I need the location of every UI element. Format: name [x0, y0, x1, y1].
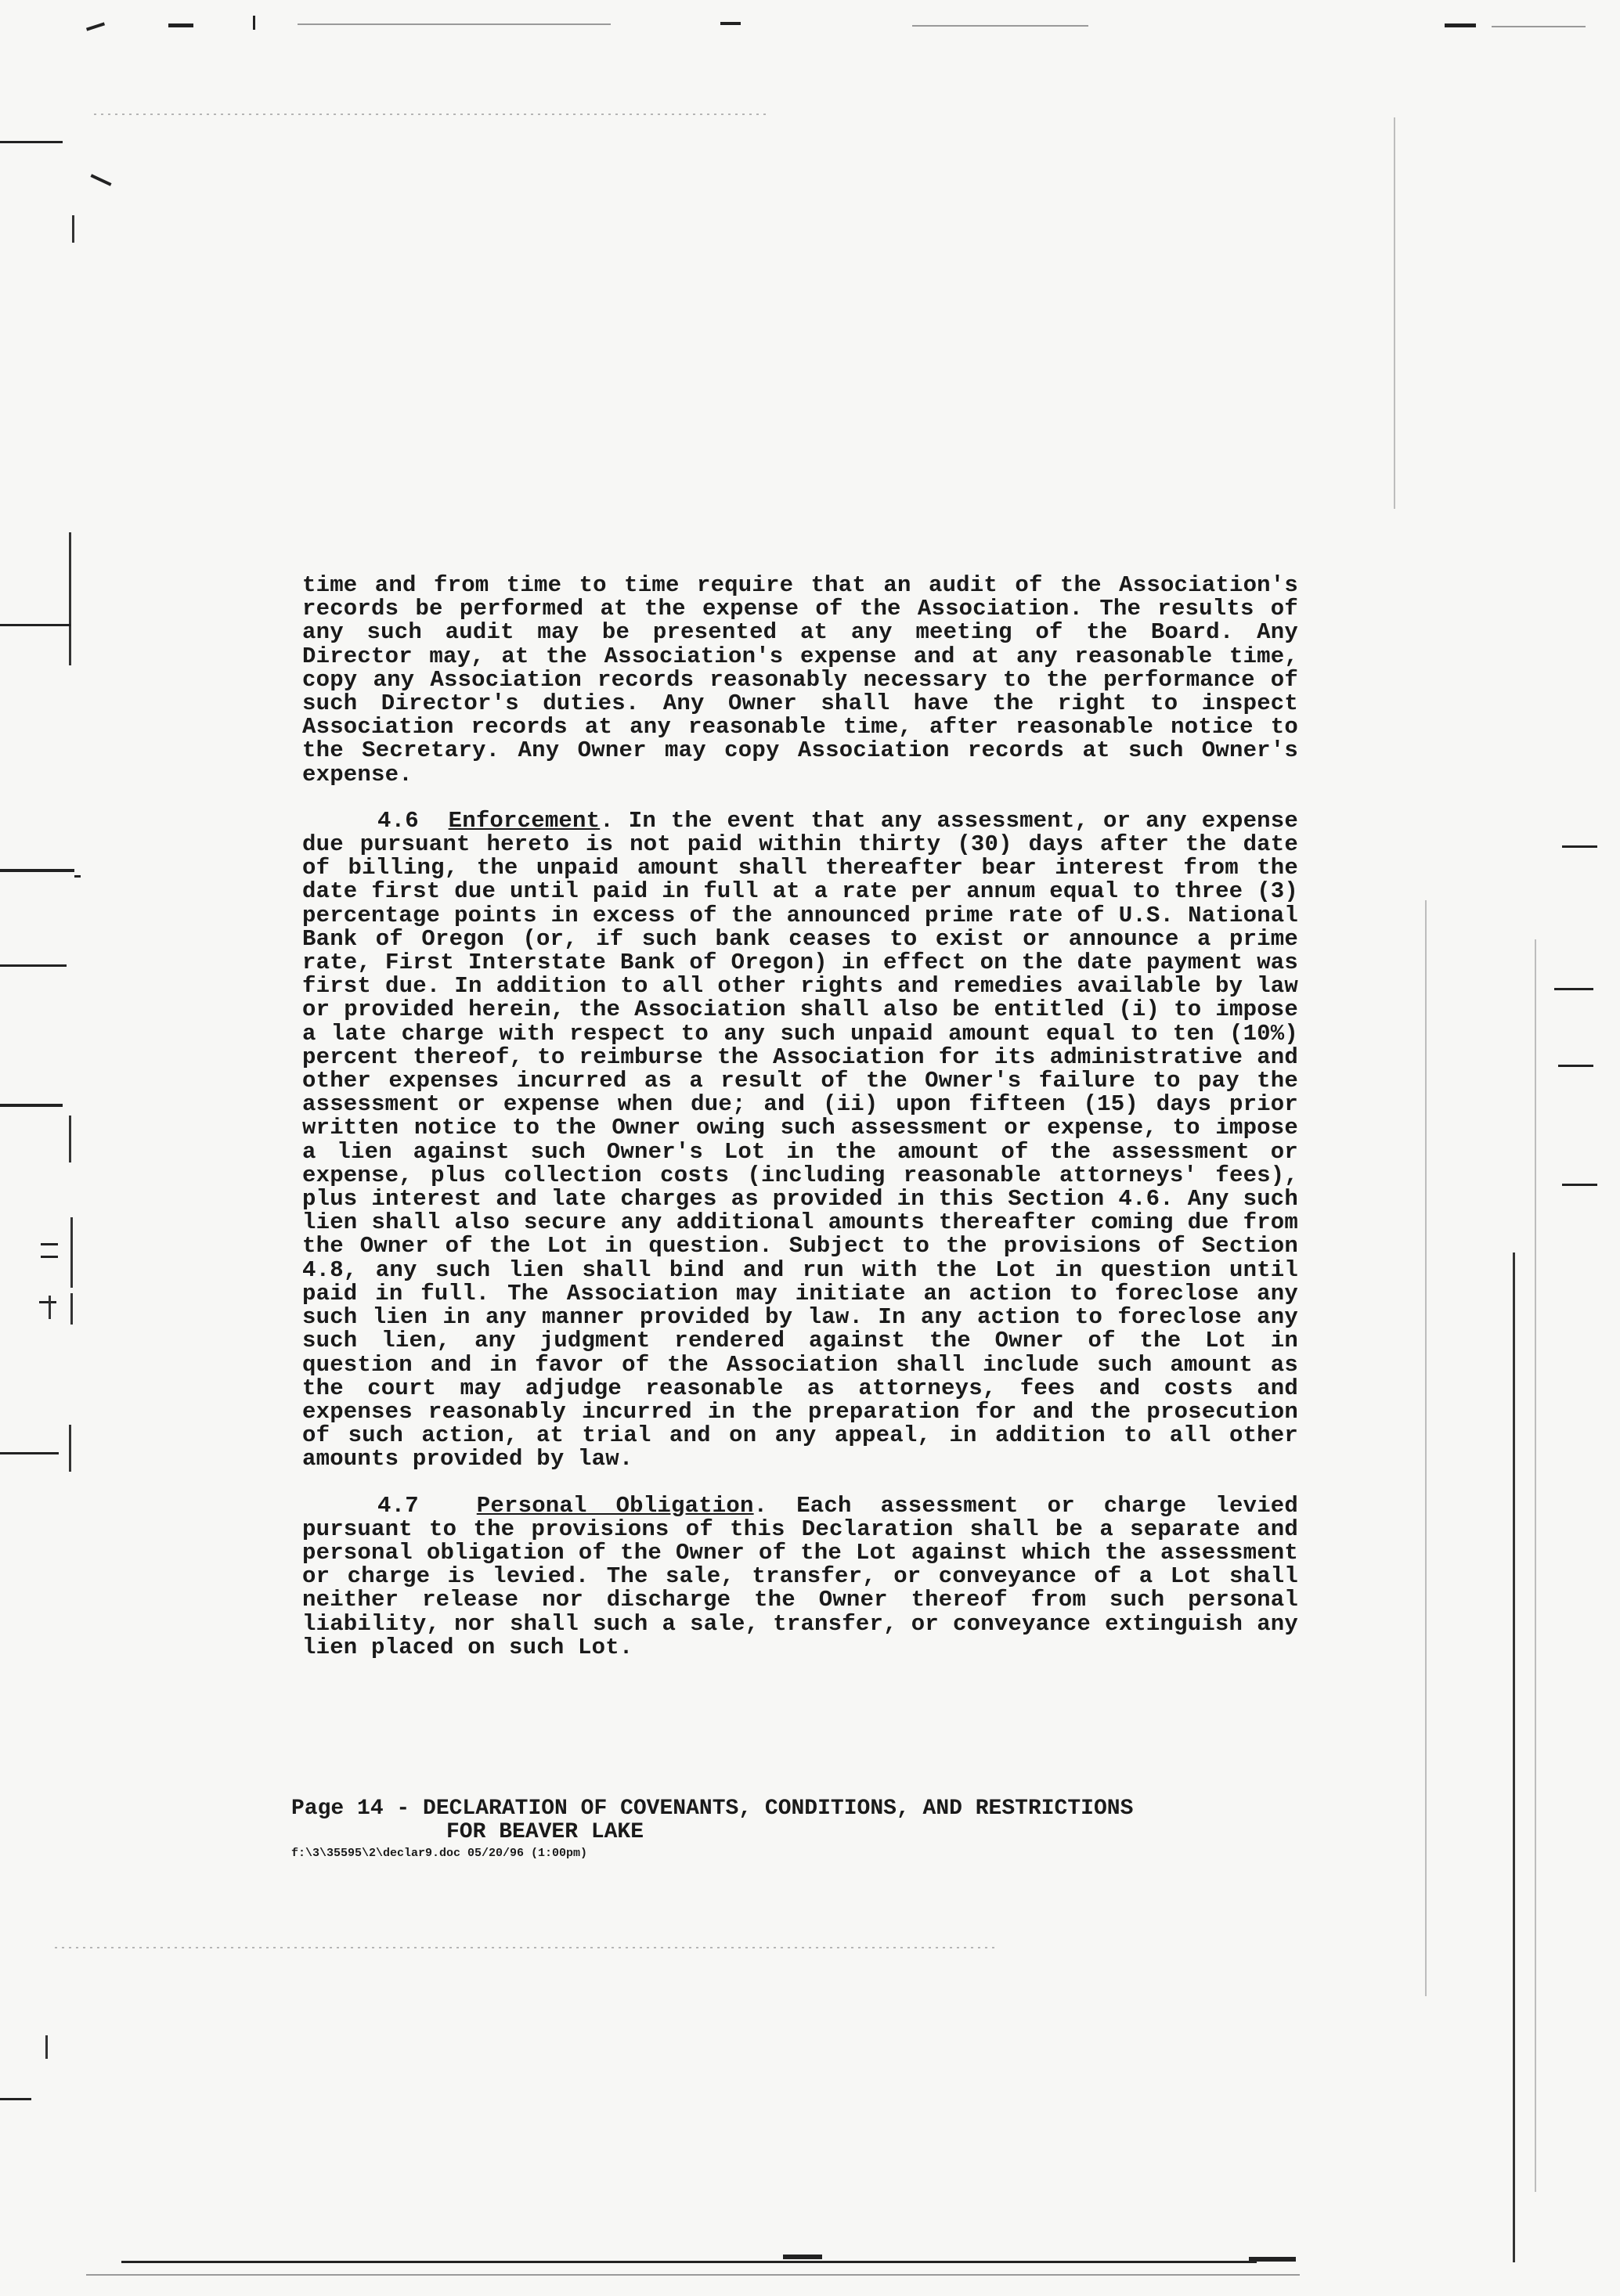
scan-mark — [0, 2098, 31, 2100]
scan-mark — [1513, 1253, 1515, 2262]
scan-mark — [69, 1116, 71, 1162]
scan-mark — [1445, 23, 1476, 27]
section-number: 4.7 — [377, 1492, 419, 1519]
scan-mark — [49, 1296, 51, 1319]
section-body: . In the event that any assessment, or any expense due pursuant hereto is not paid within thirty (30) days after the date of billing, the unpaid amount shall thereafter bear interest from the date first due until paid in full at a rate per annum equal to three (3) percentage points in excess of the announced prime rate of U.S. National Bank of Oregon (or, if such bank ceases to exist or announce a prime rate, First Interstate Bank of Oregon) in effect on the date payment was first due. In addition to all other rights and remedies available by law or provided herein, the Association shall also be entitled (i) to impose a late charge with respect to any such unpaid amount equal to ten (10%) percent thereof, to reimburse the Association for its administrative and other expenses incurred as a result of the Owner's failure to pay the assessment or expense when due; and (ii) upon fifteen (15) days prior written notice to the Owner owing such assessment or expense, to impose a lien against such Owner's Lot in the amount of the assessment or expense, plus collection costs (including reasonable attorneys' fees), plus interest and late charges as provided in this Section 4.6. Any such lien shall also secure any additional amounts thereafter coming due from the Owner of the Lot in question. Subject to the provisions of Section 4.8, any such lien shall bind and run with the Lot in question until paid in full. The Association may initiate an action to foreclose any such lien in any manner provided by law. In any action to foreclose any such lien, any judgment rendered against the Owner of the Lot in question and in favor of the Association shall include such amount as the court may adjudge reasonable as attorneys, fees and costs and expenses reasonably incurred in the preparation for and the prosecution of such action, at trial and on any appeal, in addition to all other amounts provided by law. — [302, 807, 1298, 1472]
scan-mark — [0, 869, 74, 872]
scan-mark — [41, 1243, 58, 1245]
scan-mark — [0, 1452, 59, 1454]
document-body — [302, 574, 1298, 1682]
footer-file-reference: f:\3\35595\2\declar9.doc 05/20/96 (1:00pm) — [291, 1847, 588, 1860]
scan-mark — [1558, 1065, 1593, 1067]
scan-mark — [783, 2255, 822, 2259]
scan-mark — [1535, 939, 1536, 2192]
scan-mark — [168, 23, 193, 27]
scan-mark — [298, 23, 611, 25]
scan-mark — [69, 1425, 71, 1472]
section-4-7-personal-obligation — [302, 1494, 1298, 1660]
scan-mark — [94, 114, 767, 115]
footer-title-continued: FOR BEAVER LAKE — [446, 1820, 644, 1844]
scan-mark — [70, 1217, 73, 1288]
scan-mark — [0, 141, 63, 143]
scan-mark — [1562, 1184, 1597, 1186]
scan-mark — [86, 2274, 1300, 2276]
scan-mark — [74, 875, 81, 878]
scan-mark — [70, 1293, 73, 1325]
scan-mark — [1554, 988, 1593, 990]
section-4-6-enforcement — [302, 809, 1298, 1472]
scan-mark — [69, 532, 71, 665]
scan-mark — [55, 1947, 994, 1948]
scan-mark — [90, 174, 111, 186]
section-heading: Enforcement — [448, 807, 601, 834]
scan-mark — [121, 2261, 1257, 2263]
scan-mark — [45, 2035, 48, 2059]
section-heading: Personal Obligation — [476, 1492, 754, 1519]
page-footer — [291, 1797, 1309, 1862]
scan-mark — [1249, 2257, 1296, 2262]
footer-page-line: Page 14 - DECLARATION OF COVENANTS, CONDITIONS, AND RESTRICTIONS — [291, 1797, 1134, 1821]
section-body: . Each assessment or charge levied pursuant to the provisions of this Declaration shall be a separate and personal obligation of the Owner of the Lot against which the assessment or charge is levied. The sale, transfer, or conveyance of a Lot shall neither release nor discharge the Owner thereof from such personal liability, nor shall such a sale, transfer, or conveyance extinguish any lien placed on such Lot. — [302, 1492, 1298, 1660]
scan-mark — [1394, 117, 1395, 509]
scan-mark — [1492, 26, 1586, 27]
scan-mark — [0, 624, 70, 626]
scan-mark — [1425, 900, 1427, 1996]
scan-mark — [41, 1256, 58, 1258]
paragraph-audit-records: time and from time to time require that an audit of the Association's records be performed at the expense of the Association. The results of any such audit may be presented at any meeting of the Board. Any Director may, at the Association's expense and at any reasonable time, copy any Association records reasonably necessary to the performance of such Director's duties. Any Owner shall have the right to inspect Association records at any reasonable time, after reasonable notice to the Secretary. Any Owner may copy Association records at such Owner's expense. — [302, 572, 1298, 788]
scan-mark — [0, 964, 67, 967]
scan-mark — [1562, 845, 1597, 848]
scan-mark — [912, 25, 1088, 27]
scan-mark — [86, 22, 105, 31]
scan-mark — [0, 1104, 63, 1107]
section-number: 4.6 — [377, 807, 419, 834]
scan-mark — [39, 1301, 56, 1303]
scan-mark — [720, 22, 741, 25]
scan-mark — [72, 215, 74, 243]
scan-mark — [253, 16, 255, 30]
